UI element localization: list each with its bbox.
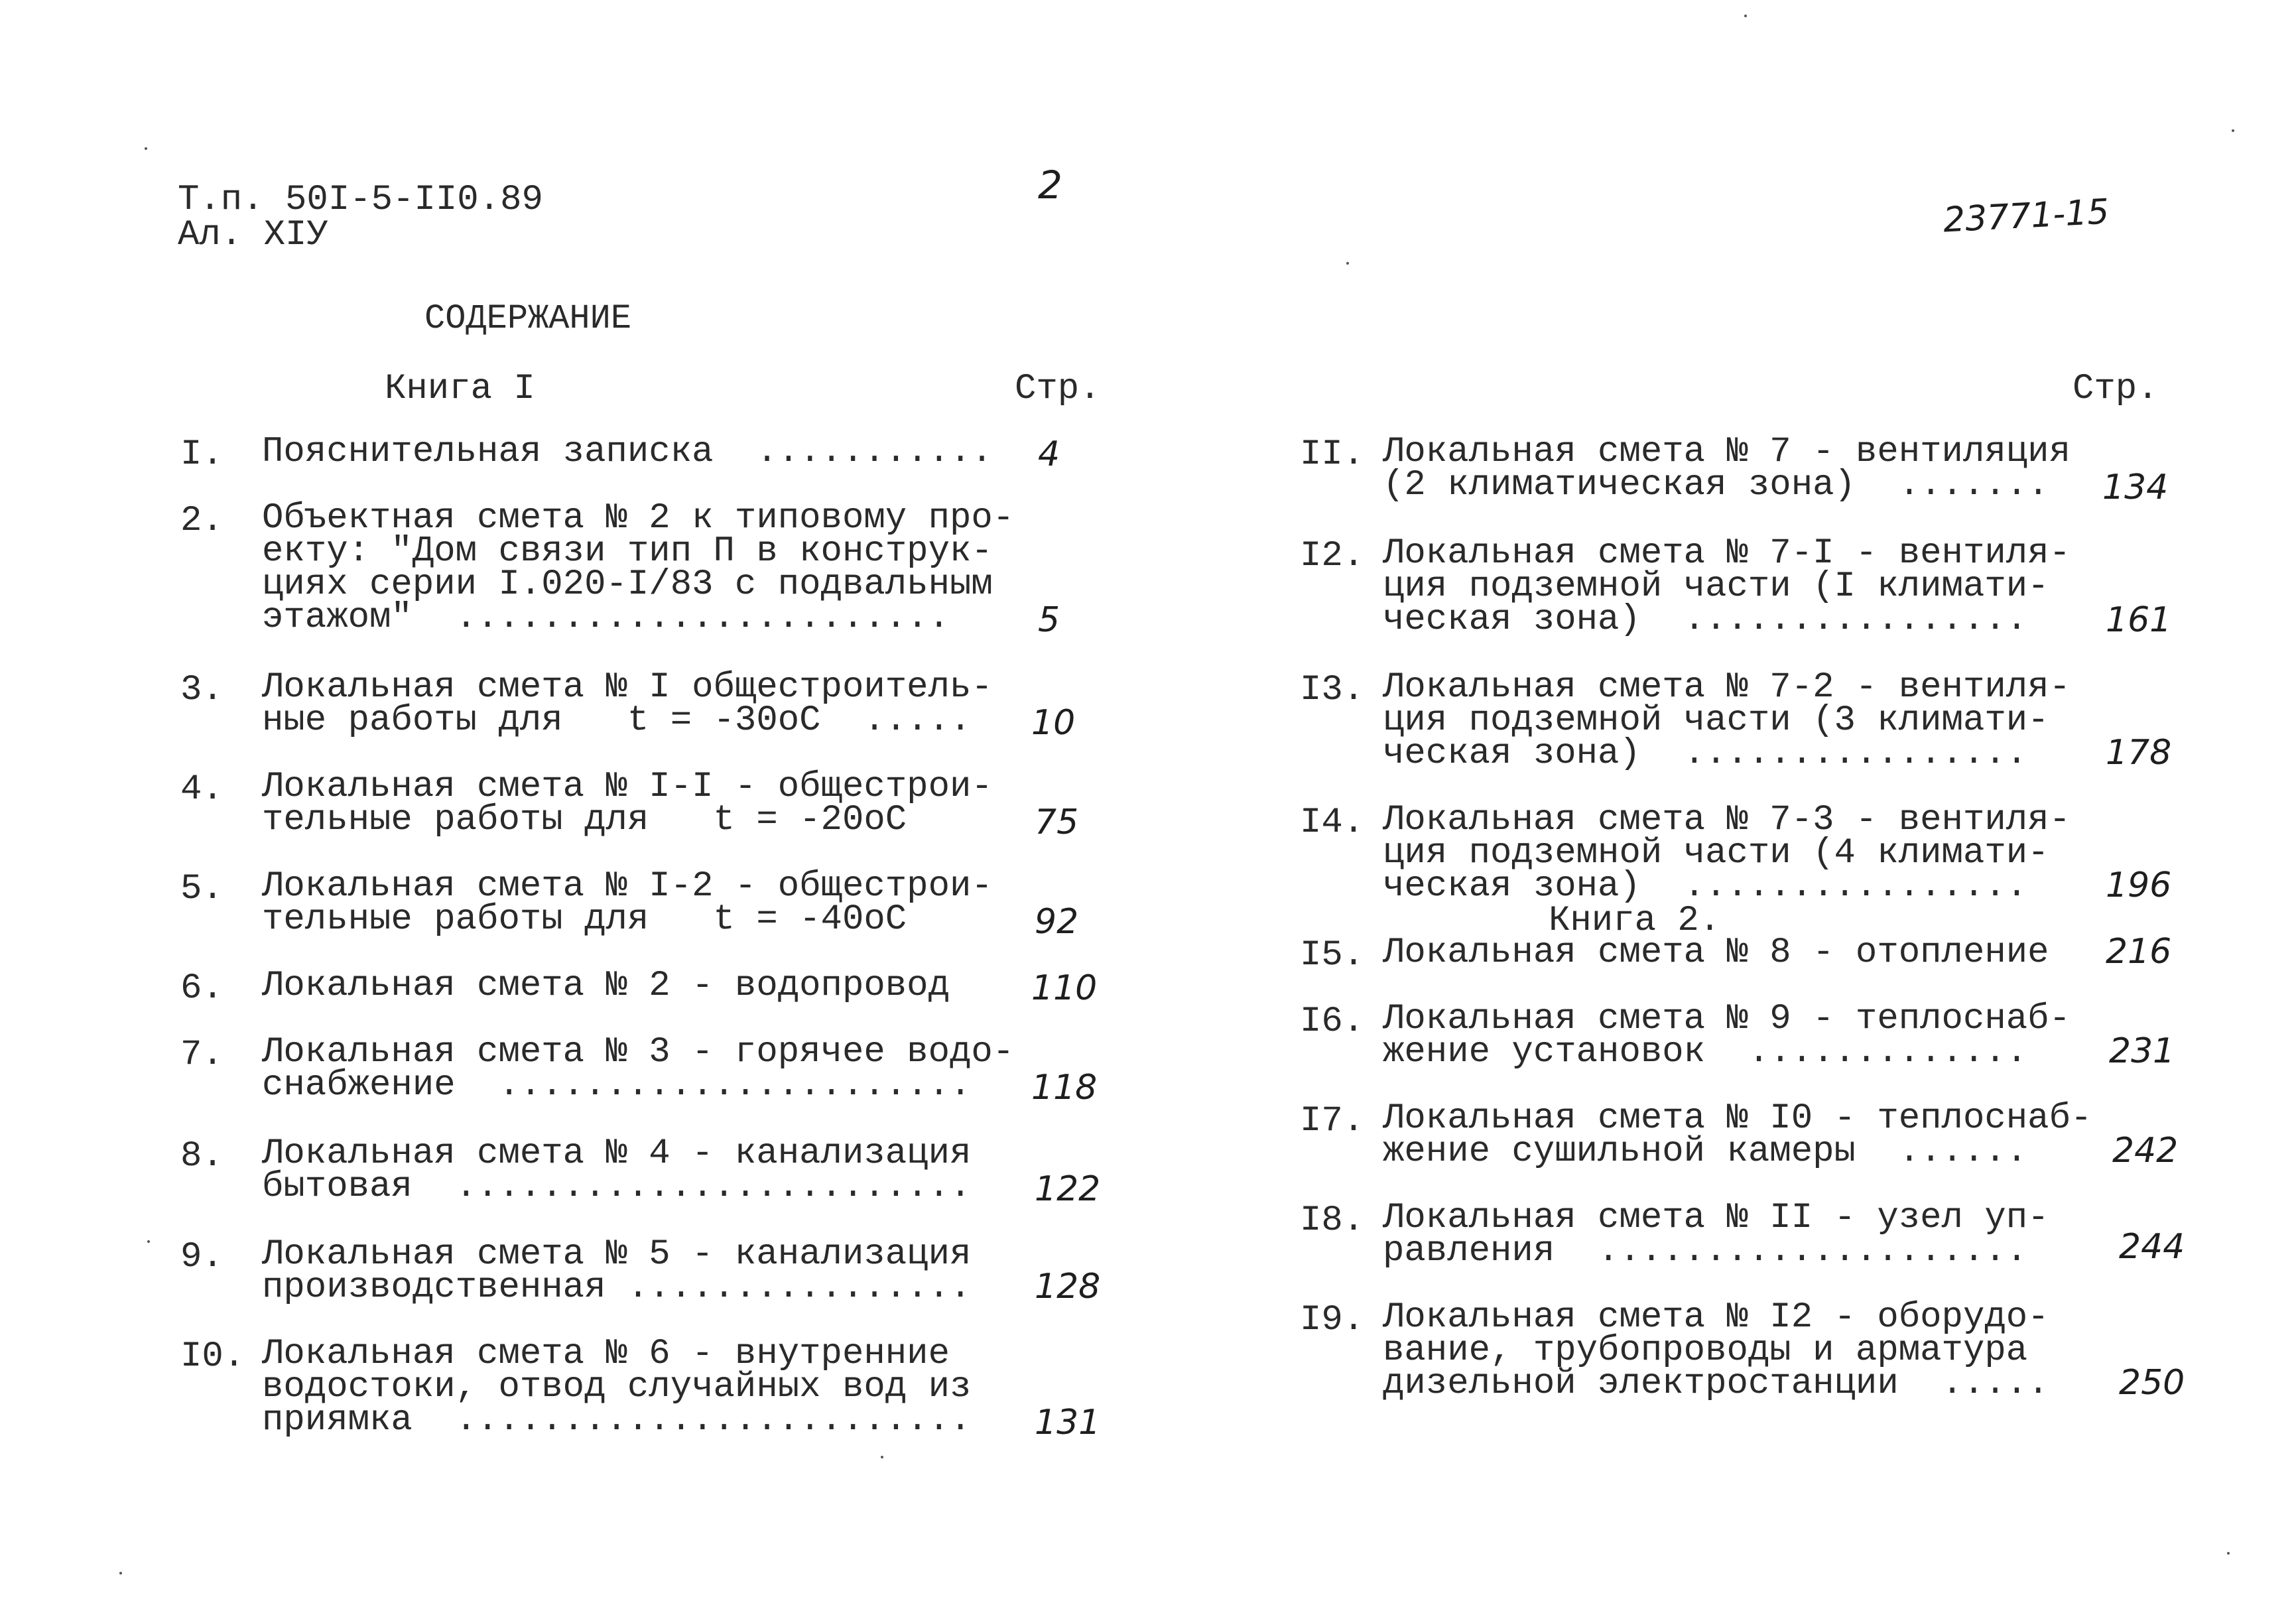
entry-text: Локальная смета № 5 - канализация (262, 1234, 972, 1275)
entry-text: Локальная смета № I-I - общестрои- (262, 767, 993, 807)
entry-page: 110 (1031, 968, 1098, 1008)
entry-text: Пояснительная записка ........... (262, 432, 993, 472)
book-1-heading: Книга I (385, 369, 535, 409)
entry-text: Локальная смета № 7-3 - вентиля- (1383, 800, 2071, 840)
entry-text: ция подземной части (3 климати- (1383, 700, 2049, 741)
designation-line-2: Ал. XIУ (178, 215, 328, 255)
entry-text: Локальная смета № I-2 - общестрои- (262, 866, 993, 907)
scan-speck (147, 1240, 150, 1243)
entry-text: Локальная смета № 3 - горячее водо- (262, 1032, 1015, 1072)
entry-number: 8. (180, 1136, 223, 1177)
entry-text: Локальная смета № 7-2 - вентиля- (1383, 667, 2071, 708)
entry-text: снабжение ...................... (262, 1065, 972, 1106)
entry-page: 118 (1031, 1068, 1098, 1108)
entry-text: Объектная смета № 2 к типовому про- (262, 498, 1015, 539)
entry-page: 250 (2119, 1363, 2185, 1403)
scan-speck (119, 1572, 122, 1574)
entry-page: 92 (1035, 902, 1079, 942)
right-page-heading: Стр. (2073, 369, 2159, 409)
entry-number: 3. (180, 670, 223, 710)
entry-page: 128 (1035, 1267, 1101, 1307)
page-number: 2 (1038, 162, 1062, 208)
entry-page: 242 (2112, 1131, 2179, 1171)
entry-text: ция подземной части (4 климати- (1383, 833, 2049, 873)
entry-text: Локальная смета № 9 - теплоснаб- (1383, 999, 2071, 1039)
archive-number: 23771-15 (1942, 192, 2110, 241)
entry-number: 7. (180, 1035, 223, 1075)
left-page-heading: Стр. (1015, 369, 1101, 409)
entry-text: бытовая ........................ (262, 1167, 972, 1207)
book-2-heading: Книга 2. (1549, 901, 1721, 941)
entry-text: ческая зона) ................ (1383, 866, 2028, 907)
entry-text: жение сушильной камеры ...... (1383, 1131, 2028, 1172)
entry-number: I7. (1300, 1101, 1365, 1141)
entry-page: 4 (1038, 434, 1060, 474)
scan-speck (1744, 15, 1747, 17)
entry-number: I4. (1300, 802, 1365, 843)
entry-text: ческая зона) ................ (1383, 734, 2028, 774)
entry-number: I5. (1300, 935, 1365, 976)
entry-text: равления .................... (1383, 1231, 2028, 1271)
entry-text: Локальная смета № I общестроитель- (262, 667, 993, 708)
entry-page: 134 (2102, 468, 2169, 507)
entry-text: вание, трубопроводы и арматура (1383, 1330, 2028, 1371)
entry-page: 161 (2106, 600, 2172, 640)
entry-page: 75 (1035, 802, 1079, 842)
entry-page: 131 (1035, 1403, 1101, 1443)
entry-number: II. (1300, 434, 1365, 475)
entry-number: I2. (1300, 536, 1365, 576)
entry-number: 6. (180, 968, 223, 1009)
entry-number: I3. (1300, 670, 1365, 710)
entry-number: I9. (1300, 1300, 1365, 1340)
entry-text: Локальная смета № 2 - водопровод (262, 966, 950, 1006)
entry-number: 5. (180, 869, 223, 909)
entry-text: Локальная смета № 4 - канализация (262, 1133, 972, 1174)
entry-text: дизельной электростанции ..... (1383, 1364, 2049, 1404)
entry-text: ческая зона) ................ (1383, 600, 2028, 640)
entry-number: I8. (1300, 1200, 1365, 1241)
entry-number: I6. (1300, 1001, 1365, 1042)
scan-speck (145, 147, 147, 150)
entry-text: тельные работы для t = -40oC (262, 899, 907, 940)
entry-text: ные работы для t = -30oC ..... (262, 700, 972, 741)
entry-page: 216 (2106, 932, 2172, 972)
entry-text: водостоки, отвод случайных вод из (262, 1367, 972, 1407)
entry-text: Локальная смета № II - узел уп- (1383, 1198, 2049, 1238)
designation-line-1: Т.п. 50I-5-II0.89 (178, 180, 543, 220)
scan-speck (2232, 129, 2234, 132)
entry-text: циях серии I.020-I/83 с подвальным (262, 564, 993, 605)
scan-speck (881, 1456, 883, 1458)
entry-text: Локальная смета № I2 - оборудо- (1383, 1297, 2049, 1338)
entry-text: этажом" ....................... (262, 598, 950, 638)
entry-text: екту: "Дом связи тип П в конструк- (262, 531, 993, 572)
entry-number: 9. (180, 1237, 223, 1277)
entry-page: 231 (2109, 1031, 2175, 1071)
entry-text: ция подземной части (I климати- (1383, 566, 2049, 607)
entry-text: Локальная смета № 7 - вентиляция (1383, 432, 2071, 472)
entry-page: 5 (1038, 600, 1060, 640)
contents-title: СОДЕРЖАНИЕ (424, 299, 632, 338)
entry-page: 10 (1031, 703, 1076, 743)
entry-page: 122 (1035, 1169, 1101, 1209)
scan-speck (2227, 1552, 2230, 1555)
entry-number: 2. (180, 501, 223, 541)
entry-text: жение установок ............. (1383, 1032, 2028, 1072)
entry-page: 244 (2119, 1227, 2185, 1267)
entry-text: Локальная смета № 6 - внутренние (262, 1334, 950, 1374)
entry-text: Локальная смета № I0 - теплоснаб- (1383, 1098, 2092, 1139)
entry-text: Локальная смета № 8 - отопление (1383, 932, 2049, 973)
entry-text: тельные работы для t = -20oC (262, 800, 907, 840)
entry-text: производственная ................ (262, 1267, 972, 1308)
entry-text: приямка ........................ (262, 1400, 972, 1441)
entry-text: (2 климатическая зона) ....... (1383, 465, 2049, 505)
scan-speck (1346, 262, 1349, 265)
entry-number: 4. (180, 769, 223, 810)
entry-number: I0. (180, 1336, 245, 1377)
entry-text: Локальная смета № 7-I - вентиля- (1383, 533, 2071, 574)
entry-page: 178 (2106, 733, 2172, 773)
entry-number: I. (180, 434, 223, 475)
entry-page: 196 (2106, 866, 2172, 905)
